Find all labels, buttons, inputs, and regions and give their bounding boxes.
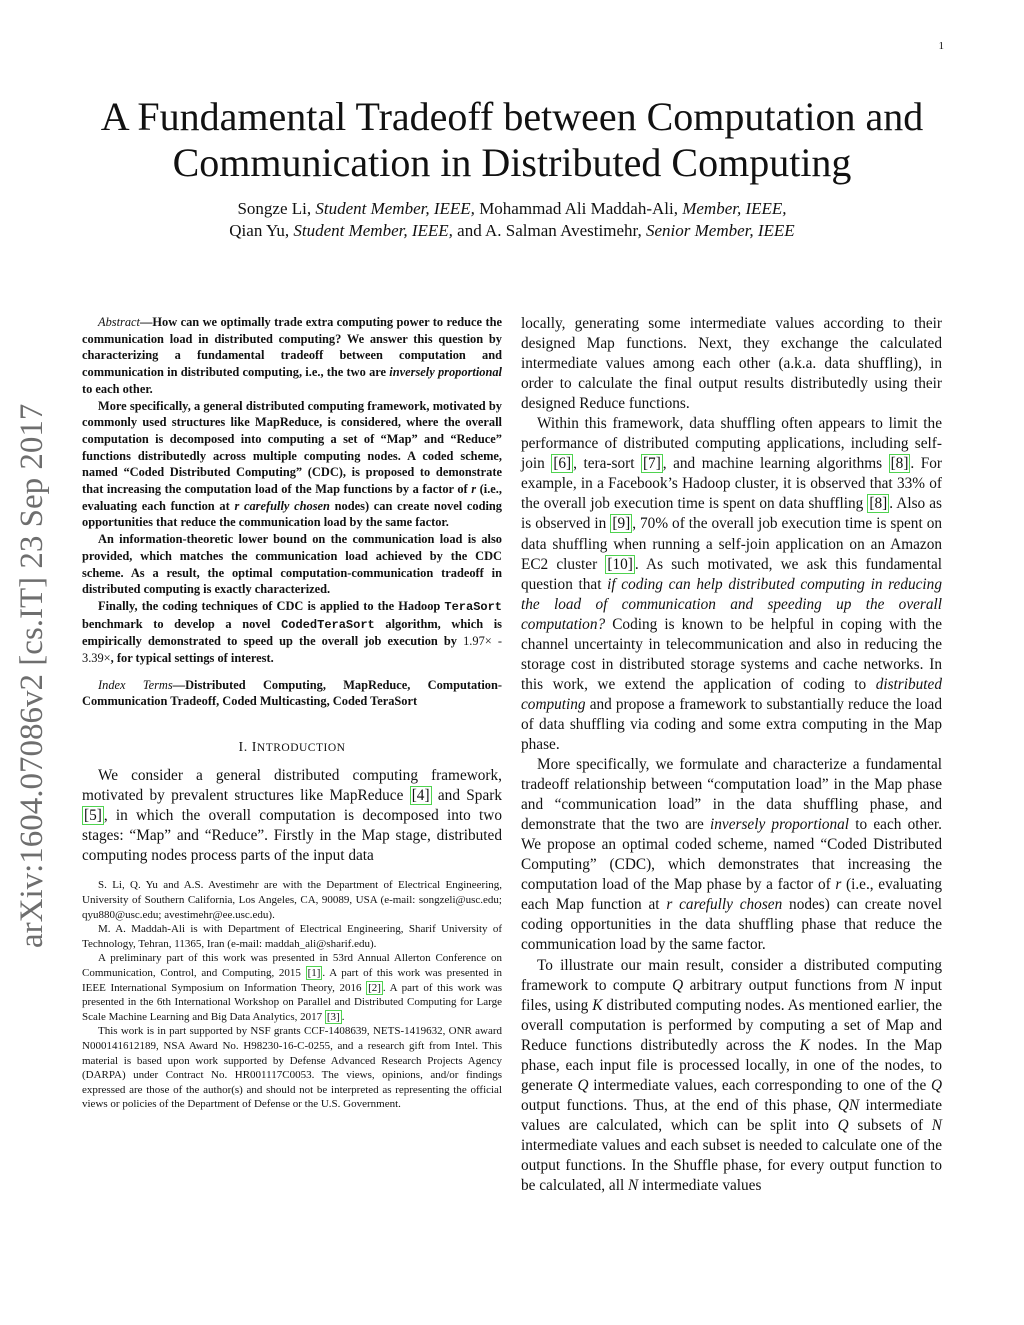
abstract-text: Finally, the coding techniques of CDC is applied to the Hadoop [98, 598, 445, 613]
body-text: intermediate values, each corresponding to one of the [588, 1076, 931, 1094]
footnote-text: . [341, 1010, 345, 1023]
intro-text: , in which the overall computation is decomposed into two stages: “Map” and “Reduce”. Firstly in the Map stage, distributed computing nodes process parts of the input data [82, 807, 502, 865]
math-r: r [835, 876, 842, 894]
section-numeral: I. [238, 740, 252, 756]
body-text: (i.e., evaluating each Map function at [521, 876, 943, 914]
body-text: . For example, in a Facebook’s Hadoop cluster, it is observed that 33% of the overall job execution time is spent on data shuffling [521, 455, 942, 513]
abstract-text: , for typical settings of interest. [110, 651, 274, 666]
intro-paragraph-1 [82, 766, 502, 866]
citation-link[interactable]: [4] [411, 787, 430, 805]
math-qn: QN [837, 1096, 860, 1114]
math-r: r [234, 498, 240, 513]
body-text: nodes) can create novel coding opportunities in the data shuffling phase that reduce the communication load by the same factor. [521, 896, 943, 954]
body-text: to each other. We propose an optimal coded scheme, named “Coded Distributed Computing” (CDC), which demonstrates that increasing the computation load of the Map phase by a factor of [521, 816, 942, 894]
code-codedterasort: CodedTeraSort [281, 617, 375, 632]
body-text: Coding is known to be helpful in coping with the channel uncertainty in telecommunication and also in reducing the storage cost in distributed storage systems and cache networks. In this work, we extend the application of coding to [521, 615, 942, 693]
math-r: r [666, 896, 673, 914]
title-line-1: A Fundamental Tradeoff between Computation and [100, 94, 924, 139]
abstract [82, 314, 502, 667]
section-heading-introduction [82, 740, 502, 756]
footnote-affiliation-2: M. A. Maddah-Ali is with Department of Electrical Engineering, Sharif University of Technology, Tehran, 11365, Iran (e-mail: maddah_ali@sharif.edu). [82, 923, 502, 950]
body-text: Within this framework, data shuffling often appears to limit the performance of distributed computing applications, including self-join [521, 415, 942, 473]
math-k: K [592, 996, 603, 1014]
math-n: N [893, 976, 905, 994]
body-text: , and machine learning algorithms [662, 455, 889, 473]
author-3-role: Student Member, IEEE, [293, 221, 453, 240]
citation-link[interactable]: [7] [642, 455, 661, 473]
author-2-name: Mohammad Ali Maddah-Ali, [474, 199, 683, 218]
author-1-name: Songze Li, [237, 199, 316, 218]
right-paragraph-1 [521, 414, 942, 755]
index-terms-label: Index Terms [98, 677, 173, 692]
footnote-affiliation-1: S. Li, Q. Yu and A.S. Avestimehr are with the Department of Electrical Engineering, University of Southern California, Los Angeles, CA, 90089, USA (e-mail: songzeli@usc.edu; qyu880@usc.edu; avestimehr@ee.usc.edu). [82, 879, 502, 921]
right-column [521, 314, 942, 1196]
body-text: intermediate values are calculated, which can be split into [521, 1096, 943, 1134]
citation-link[interactable]: [8] [869, 495, 888, 513]
abstract-paragraph-1 [82, 314, 502, 398]
right-paragraph-0: locally, generating some intermediate values according to their designed Map functions. Next, they exchange the calculated intermediate values among each other (a.k.a. data shuffling), in order to calculate the final output results distributedly using their designed Reduce functions. [521, 315, 942, 413]
footnote-text: A preliminary part of this work was presented in 53rd Annual Allerton Conference on Communication, Control, and Computing, 2015 [82, 952, 502, 979]
citation-link[interactable]: [10] [607, 555, 633, 573]
abstract-emphasis: carefully chosen [239, 498, 330, 513]
math-n: N [931, 1116, 942, 1134]
footnotes [82, 878, 502, 1112]
author-4-name: and A. Salman Avestimehr, [452, 221, 646, 240]
abstract-text: benchmark to develop a novel [82, 616, 282, 631]
author-3-name: Qian Yu, [229, 221, 294, 240]
footnote-preliminary [82, 951, 502, 1024]
body-text: subsets of [848, 1116, 932, 1134]
citation-link[interactable]: [9] [612, 515, 631, 533]
body-emphasis: if coding can help distributed computing in reducing the load of communication and speeding up the overall computation? [521, 575, 942, 633]
body-text: More specifically, we formulate and characterize a fundamental tradeoff relationship between “computation load” in the Map phase and “communication load” in the data shuffling phase, and demonstrate that the two are [521, 756, 942, 834]
body-emphasis: distributed computing [521, 675, 942, 713]
math-q: Q [577, 1076, 589, 1094]
body-text: output functions. Thus, at the end of this phase, [521, 1096, 838, 1114]
citation-link[interactable]: [8] [890, 455, 909, 473]
paper-title [60, 94, 964, 186]
index-terms-text: —Distributed Computing, MapReduce, Computation-Communication Tradeoff, Coded Multicasting, Coded TeraSort [82, 677, 502, 709]
left-column [82, 314, 502, 1112]
math-q: Q [672, 976, 684, 994]
abstract-text: More specifically, a general distributed computing framework, motivated by commonly used structures like MapReduce, is considered, where the overall computation is decomposed into computing a set of “Map” and “Reduce” functions distributedly across multiple computing nodes. A coded scheme, named “Coded Distributed Computing” (CDC), is proposed to demonstrate that increasing the computation load of the Map functions by a factor of [82, 398, 502, 497]
arxiv-identifier: arXiv:1604.07086v2 [cs.IT] 23 Sep 2017 [14, 403, 50, 948]
author-2-role: Member, IEEE, [682, 199, 787, 218]
author-list [80, 198, 944, 242]
citation-link[interactable]: [2] [368, 981, 381, 994]
body-text: , tera-sort [573, 455, 641, 473]
index-terms [82, 677, 502, 710]
abstract-label: Abstract [98, 315, 140, 329]
math-q: Q [837, 1116, 849, 1134]
body-text: input files, using [521, 976, 942, 1014]
author-1-role: Student Member, IEEE, [315, 199, 475, 218]
page-number: 1 [938, 40, 944, 52]
abstract-text: nodes) can create novel coding opportunities that reduce the communication load by the same factor. [82, 498, 502, 530]
footnote-text: . A part of this work was presented in IEEE International Symposium on Information Theory, 2016 [82, 966, 502, 994]
title-line-2: Communication in Distributed Computing [172, 140, 852, 185]
abstract-text: algorithm, which is empirically demonstrated to speed up the overall job execution by [82, 616, 502, 649]
intro-text: and Spark [431, 787, 502, 805]
math-q: Q [930, 1076, 942, 1094]
body-text: intermediate values and each subset is needed to calculate one of the output functions. In the Shuffle phase, for every output function to be calculated, all [521, 1136, 942, 1195]
abstract-paragraph-3: An information-theoretic lower bound on the communication load is also provided, which matches the communication load achieved by the CDC scheme. As a result, the optimal computation-communication tradeoff in distributed computing is exactly characterized. [82, 532, 502, 597]
math-r: r [471, 482, 477, 497]
body-text: distributed computing nodes. As mentioned earlier, the overall computation is performed by computing a set of Map and Reduce functions distributedly across the [521, 996, 942, 1054]
section-initial: I [251, 740, 257, 756]
citation-link[interactable]: [6] [553, 455, 572, 473]
body-text: . Also as is observed in [521, 495, 942, 533]
abstract-paragraph-2 [82, 398, 502, 532]
body-text: and propose a framework to substantially reduce the load of data shuffling via coding and some extra computing in the Map phase. [521, 695, 942, 753]
footnote-funding: This work is in part supported by NSF grants CCF-1408639, NETS-1419632, ONR award N000141612189, NSA Award No. H98230-16-C-0255, and a research gift from Intel. This material is based upon work supported by Defense Advanced Research Projects Agency (DARPA) under Contract No. HR001117C0053. The views, opinions, and/or findings expressed are those of the author(s) and should not be interpreted as representing the official views or policies of the Department of Defense or the U.S. Government. [82, 1025, 502, 1111]
abstract-text: to each other. [82, 381, 153, 396]
introduction-left [82, 766, 502, 866]
footnote-text: . A part of this work was presented in the 6th International Workshop on Parallel and Distributed Computing for Large Scale Machine Learning and Big Data Analytics, 2017 [82, 981, 502, 1023]
abstract-emphasis: inversely proportional [389, 365, 502, 380]
body-emphasis: carefully chosen [672, 896, 783, 914]
author-4-role: Senior Member, IEEE [645, 221, 795, 240]
body-text: arbitrary output functions from [683, 976, 894, 994]
body-text: . As such motivated, we ask this fundamental question that [521, 555, 942, 593]
body-text: To illustrate our main result, consider a distributed computing framework to compute [521, 956, 942, 994]
body-emphasis: inversely proportional [710, 816, 850, 834]
section-title-smallcaps: NTRODUCTION [256, 742, 346, 755]
body-text: intermediate values [638, 1177, 762, 1195]
abstract-text: (i.e., evaluating each function at [82, 482, 502, 513]
math-k: K [799, 1036, 810, 1054]
body-text: , 70% of the overall job execution time is spent on data shuffling when running a self-join application on an Amazon EC2 cluster [521, 515, 942, 573]
citation-link[interactable]: [3] [326, 1010, 340, 1023]
abstract-paragraph-4 [82, 598, 502, 667]
speedup-range: 1.97× - 3.39× [82, 634, 502, 666]
abstract-text: —How can we optimally trade extra computing power to reduce the communication load in distributed computing? We answer this question by characterizing a fundamental tradeoff between computation and communication in distributed computing, i.e., the two are [82, 315, 502, 380]
right-paragraph-3 [521, 956, 942, 1197]
math-n: N [628, 1177, 639, 1195]
citation-link[interactable]: [1] [307, 966, 321, 979]
citation-link[interactable]: [5] [84, 807, 102, 825]
body-text: nodes. In the Map phase, each input file is processed locally, in one of the nodes, to generate [521, 1036, 942, 1094]
right-paragraph-2 [521, 755, 942, 955]
intro-text: We consider a general distributed computing framework, motivated by prevalent structures like MapReduce [82, 767, 502, 805]
code-terasort: TeraSort [444, 599, 502, 614]
